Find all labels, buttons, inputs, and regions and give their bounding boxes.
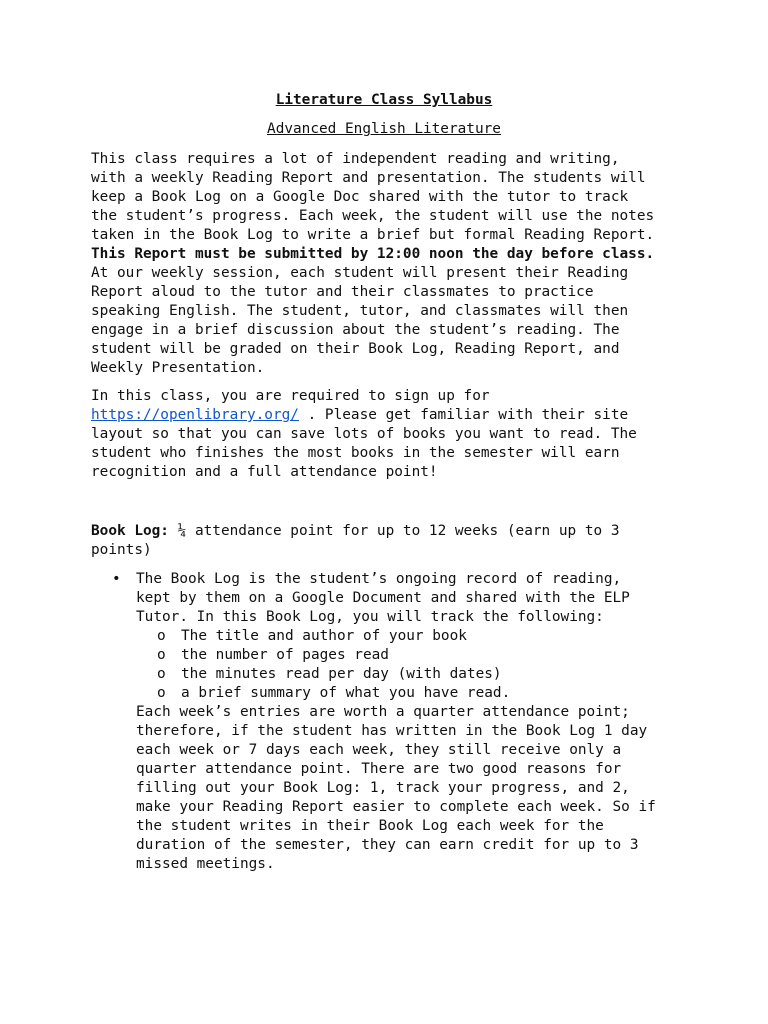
- closing-line: therefore, if the student has written in the Book Log 1 day: [136, 723, 648, 739]
- page-subtitle: Advanced English Literature: [267, 121, 501, 137]
- sub-bullet-icon: o: [157, 685, 166, 701]
- submission-deadline-note: This Report must be submitted by 12:00 noon the day before class.: [91, 246, 655, 262]
- page-title: Literature Class Syllabus: [275, 92, 493, 108]
- bullet-icon: •: [112, 571, 121, 587]
- bullet-line: kept by them on a Google Document and shared with the ELP: [136, 590, 630, 606]
- book-log-bullet-text: [136, 570, 696, 627]
- intro-line: At our weekly session, each student will present their Reading: [91, 265, 629, 281]
- book-log-closing-text: [136, 703, 696, 874]
- intro-line: the student’s progress. Each week, the student will use the notes: [91, 208, 655, 224]
- intro-line: keep a Book Log on a Google Doc shared with the tutor to track: [91, 189, 629, 205]
- intro-line: engage in a brief discussion about the student’s reading. The: [91, 322, 620, 338]
- signup-paragraph: [91, 387, 691, 482]
- closing-line: the student writes in their Book Log each week for the: [136, 818, 604, 834]
- intro-line: Weekly Presentation.: [91, 360, 265, 376]
- bullet-line: The Book Log is the student’s ongoing record of reading,: [136, 571, 622, 587]
- openlibrary-link[interactable]: https://openlibrary.org/: [91, 407, 299, 423]
- signup-line-rest: . Please get familiar with their site: [298, 407, 629, 423]
- signup-line-with-link: [91, 406, 691, 425]
- bullet-line: Tutor. In this Book Log, you will track the following:: [136, 609, 604, 625]
- intro-line: Report aloud to the tutor and their classmates to practice: [91, 284, 594, 300]
- closing-line: duration of the semester, they can earn credit for up to 3: [136, 837, 639, 853]
- intro-line: This class requires a lot of independent reading and writing,: [91, 151, 620, 167]
- list-item: a brief summary of what you have read.: [181, 685, 511, 701]
- intro-line: student will be graded on their Book Log, Reading Report, and: [91, 341, 620, 357]
- intro-paragraph: [91, 150, 691, 378]
- sub-bullet-icon: o: [157, 666, 166, 682]
- signup-line: In this class, you are required to sign up for: [91, 388, 490, 404]
- closing-line: each week or 7 days each week, they still receive only a: [136, 742, 622, 758]
- signup-line: recognition and a full attendance point!: [91, 464, 438, 480]
- intro-line: with a weekly Reading Report and presentation. The students will: [91, 170, 646, 186]
- book-log-heading-line2: points): [91, 542, 152, 558]
- list-item: the number of pages read: [181, 647, 389, 663]
- book-log-label: Book Log:: [91, 523, 169, 539]
- list-item: the minutes read per day (with dates): [181, 666, 502, 682]
- book-log-heading: [91, 522, 691, 560]
- signup-line: student who finishes the most books in the semester will earn: [91, 445, 620, 461]
- intro-line: taken in the Book Log to write a brief but formal Reading Report.: [91, 227, 655, 243]
- intro-line: speaking English. The student, tutor, and classmates will then: [91, 303, 629, 319]
- signup-line: layout so that you can save lots of books you want to read. The: [91, 426, 637, 442]
- book-log-heading-rest: ¼ attendance point for up to 12 weeks (earn up to 3: [168, 523, 620, 539]
- closing-line: filling out your Book Log: 1, track your progress, and 2,: [136, 780, 630, 796]
- closing-line: quarter attendance point. There are two good reasons for: [136, 761, 622, 777]
- sub-bullet-icon: o: [157, 628, 166, 644]
- closing-line: Each week’s entries are worth a quarter attendance point;: [136, 704, 630, 720]
- sub-bullet-icon: o: [157, 647, 166, 663]
- list-item: The title and author of your book: [181, 628, 467, 644]
- closing-line: make your Reading Report easier to complete each week. So if: [136, 799, 656, 815]
- closing-line: missed meetings.: [136, 856, 275, 872]
